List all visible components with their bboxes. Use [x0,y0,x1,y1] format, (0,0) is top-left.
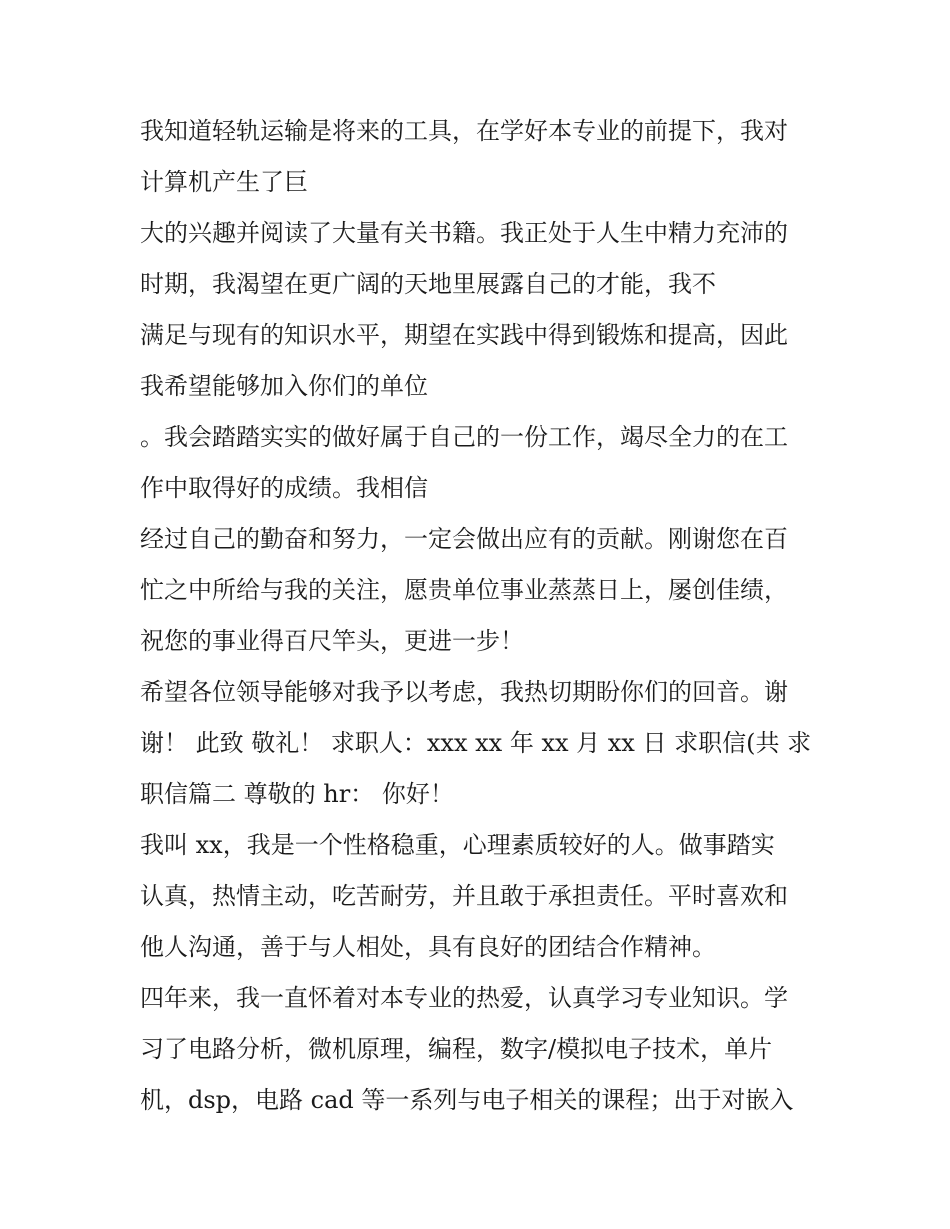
text-line: 计算机产生了巨 [140,168,308,196]
text-line: 时期，我渴望在更广阔的天地里展露自己的才能，我不 [140,270,716,298]
text-line: 大的兴趣并阅读了大量有关书籍。我正处于人生中精力充沛的 [140,219,788,247]
text-line: 我叫 xx，我是一个性格稳重，心理素质较好的人。做事踏实 [140,831,775,859]
text-line: 祝您的事业得百尺竿头，更进一步！ [140,627,524,655]
text-line: 我知道轻轨运输是将来的工具，在学好本专业的前提下，我对 [140,117,788,145]
text-line: 我希望能够加入你们的单位 [140,372,428,400]
text-line: 职信篇二 尊敬的 hr： 你好！ [140,780,454,808]
text-line: 认真，热情主动，吃苦耐劳，并且敢于承担责任。平时喜欢和 [140,882,788,910]
text-line: 谢！ 此致 敬礼！ 求职人：xxx xx 年 xx 月 xx 日 求职信(共 求 [140,729,812,757]
text-line: 忙之中所给与我的关注，愿贵单位事业蒸蒸日上，屡创佳绩， [140,576,788,604]
text-line: 满足与现有的知识水平，期望在实践中得到锻炼和提高，因此 [140,321,788,349]
text-line: 作中取得好的成绩。我相信 [140,474,428,502]
document-body [140,106,840,1126]
text-line: 机，dsp，电路 cad 等一系列与电子相关的课程；出于对嵌入 [140,1086,794,1114]
text-line: 希望各位领导能够对我予以考虑，我热切期盼你们的回音。谢 [140,678,788,706]
text-line: 经过自己的勤奋和努力，一定会做出应有的贡献。刚谢您在百 [140,525,788,553]
text-line: 四年来，我一直怀着对本专业的热爱，认真学习专业知识。学 [140,984,788,1012]
text-line: 。我会踏踏实实的做好属于自己的一份工作，竭尽全力的在工 [140,423,788,451]
text-line: 他人沟通，善于与人相处，具有良好的团结合作精神。 [140,933,716,961]
text-line: 习了电路分析，微机原理，编程，数字/模拟电子技术，单片 [140,1035,773,1063]
